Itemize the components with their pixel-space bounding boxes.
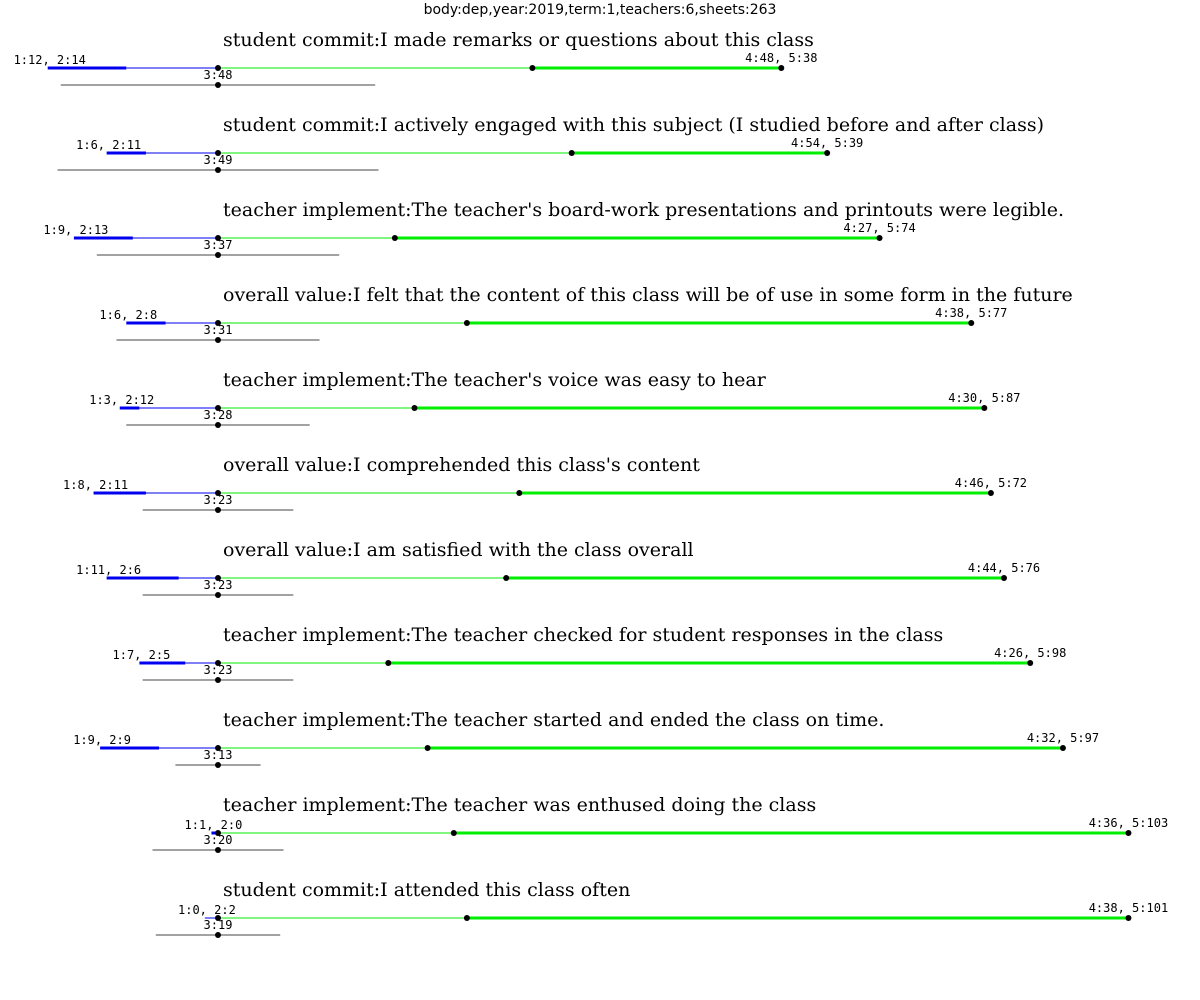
point-4 [529,65,535,71]
label-negative: 1:1, 2:0 [184,818,243,832]
question-title: student commit:I actively engaged with this subject (I studied before and after class) [223,114,1044,136]
label-positive: 4:44, 5:76 [967,561,1041,575]
label-positive: 4:26, 5:98 [994,646,1067,660]
label-negative: 1:0, 2:2 [178,903,236,917]
question-row [99,284,1072,343]
neutral-point [215,847,221,853]
question-title: student commit:I made remarks or questions about this class [223,29,814,51]
point-5 [968,320,974,326]
label-negative: 1:9, 2:9 [73,733,131,747]
point-4 [464,320,470,326]
label-neutral: 3:20 [203,833,233,847]
label-positive: 4:54, 5:39 [791,136,864,150]
label-neutral: 3:13 [203,748,233,762]
label-positive: 4:27, 5:74 [843,221,916,235]
question-row [58,114,1044,173]
question-row [43,199,1064,258]
point-4 [451,830,457,836]
label-neutral: 3:31 [203,323,233,337]
label-neutral: 3:23 [203,493,233,507]
question-row [89,369,1020,428]
label-negative: 1:12, 2:14 [13,53,86,67]
point-5 [1060,745,1066,751]
question-title: overall value:I felt that the content of this class will be of use in some form in the future [223,284,1073,306]
label-negative: 1:11, 2:6 [76,563,142,577]
label-negative: 1:6, 2:11 [76,138,142,152]
label-negative: 1:3, 2:12 [89,393,155,407]
point-4 [569,150,575,156]
label-neutral: 3:37 [203,238,233,252]
label-negative: 1:7, 2:5 [112,648,171,662]
label-neutral: 3:49 [203,153,233,167]
point-4 [425,745,431,751]
question-title: teacher implement:The teacher's board-work presentations and printouts were legible. [223,199,1064,221]
question-row [14,29,818,88]
label-positive: 4:30, 5:87 [948,391,1021,405]
neutral-point [215,422,221,428]
question-row [76,539,1040,598]
question-rows [14,29,1169,938]
point-5 [1027,660,1033,666]
question-row [63,454,1027,513]
label-positive: 4:32, 5:97 [1026,731,1100,745]
neutral-point [215,252,221,258]
label-neutral: 3:19 [203,918,233,932]
question-title: teacher implement:The teacher checked for student responses in the class [223,624,944,646]
question-row [113,624,1067,683]
point-4 [503,575,509,581]
neutral-point [215,932,221,938]
neutral-point [215,507,221,513]
question-title: student commit:I attended this class often [223,879,631,901]
point-5 [981,405,987,411]
neutral-point [215,82,221,88]
label-neutral: 3:28 [203,408,233,422]
chart-header: body:dep,year:2019,term:1,teachers:6,sheets:263 [423,2,777,18]
point-5 [778,65,784,71]
label-neutral: 3:23 [203,578,233,592]
question-title: overall value:I comprehended this class's content [223,454,700,476]
label-positive: 4:38, 5:101 [1088,901,1169,915]
label-negative: 1:6, 2:8 [99,308,158,322]
question-row [156,879,1168,938]
point-4 [464,915,470,921]
label-positive: 4:38, 5:77 [935,306,1008,320]
neutral-point [215,677,221,683]
label-positive: 4:48, 5:38 [745,51,818,65]
point-5 [1125,915,1131,921]
question-title: teacher implement:The teacher was enthused doing the class [223,794,817,816]
label-positive: 4:36, 5:103 [1088,816,1169,830]
question-title: teacher implement:The teacher's voice was easy to hear [223,369,766,391]
point-5 [877,235,883,241]
neutral-point [215,167,221,173]
neutral-point [215,337,221,343]
point-4 [516,490,522,496]
question-title: overall value:I am satisfied with the class overall [223,539,694,561]
label-neutral: 3:23 [203,663,233,677]
label-positive: 4:46, 5:72 [954,476,1028,490]
label-negative: 1:8, 2:11 [63,478,129,492]
point-4 [392,235,398,241]
question-title: teacher implement:The teacher started and ended the class on time. [223,709,885,731]
question-row [153,794,1169,853]
point-5 [824,150,830,156]
neutral-point [215,762,221,768]
point-4 [385,660,391,666]
point-5 [988,490,994,496]
point-5 [1125,830,1131,836]
label-negative: 1:9, 2:13 [43,223,109,237]
label-neutral: 3:48 [203,68,233,82]
point-4 [412,405,418,411]
point-5 [1001,575,1007,581]
neutral-point [215,592,221,598]
question-row [73,709,1099,768]
